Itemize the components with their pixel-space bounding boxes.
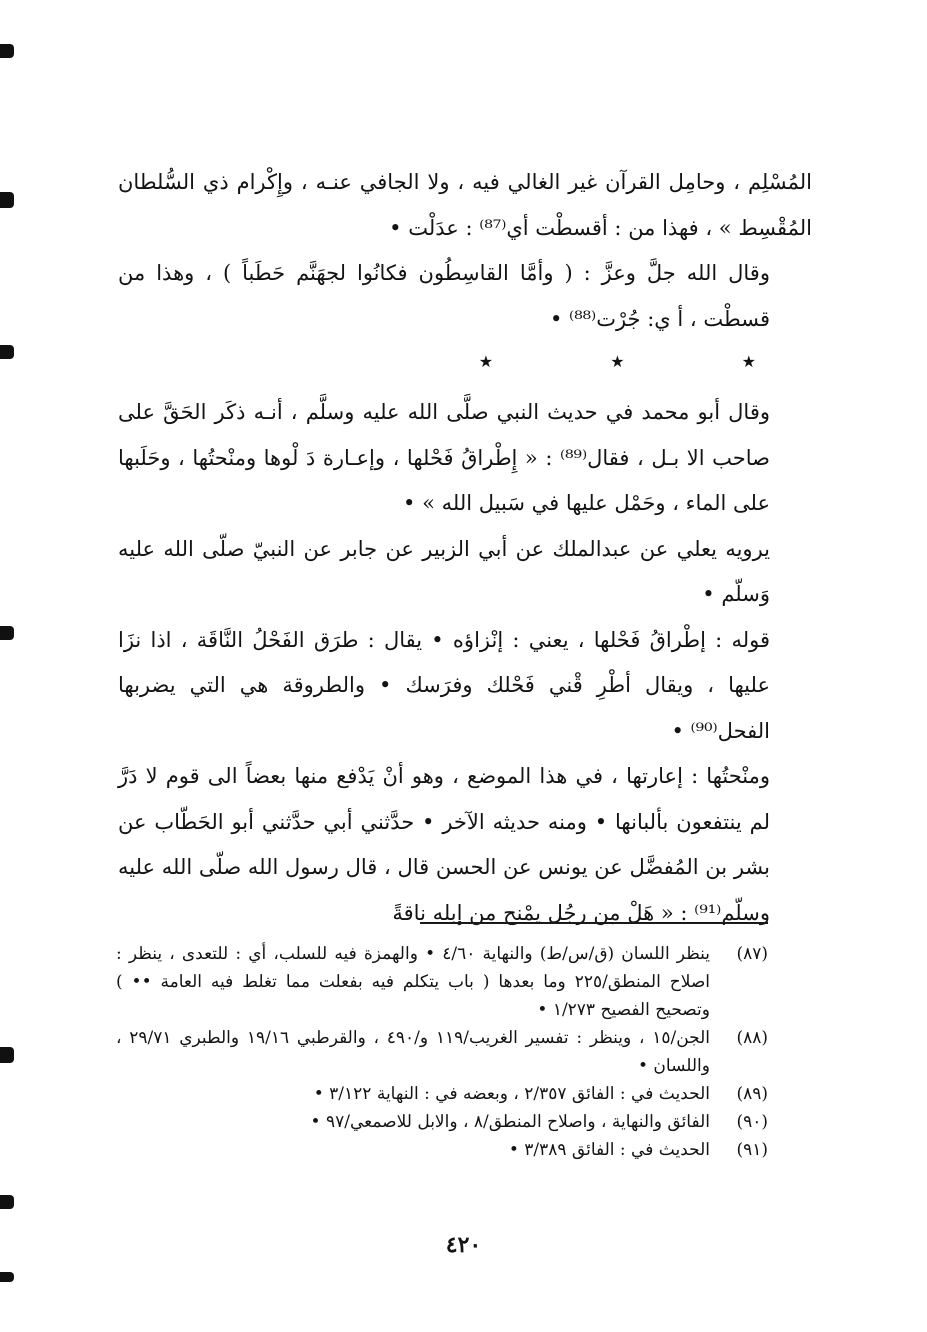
page-number: ٤٢٠ <box>445 1232 482 1258</box>
paragraph: وقال الله جلَّ وعزَّ : ( وأمَّا القاسِطُون فكانُوا لجهَنَّم حَطَباً ) ، وهذا من قسطْت ، أ ي: جُرْت⁽⁸⁸⁾ • <box>118 261 770 331</box>
section-divider-stars: ★ ★ ★ <box>478 352 812 371</box>
footnote-number: (٨٧) <box>736 944 768 964</box>
footnote <box>116 1080 768 1108</box>
scan-edge-mark <box>0 1047 14 1063</box>
footnote <box>116 1136 768 1164</box>
scan-edge-mark <box>0 192 14 208</box>
footnote-text: ينظر اللسان (ق/س/ط) والنهاية ٤/٦٠ • والهمزة فيه للسلب، أي : للتعدى ، ينظر : اصلاح المنطق/٢٢٥ وما بعدها ( باب يتكلم فيه بفعلت مما تغلط فيه العامة •• ) وتصحيح الفصيح ١/٢٧٣ • <box>116 944 710 1020</box>
main-text <box>118 160 812 936</box>
scan-edge-mark <box>0 44 14 58</box>
footnote <box>116 1108 768 1136</box>
scan-edge-mark <box>0 1195 14 1209</box>
footnotes <box>116 940 768 1164</box>
footnote-text: الجن/١٥ ، وينظر : تفسير الغريب/١١٩ و/٤٩٠ ، والقرطبي ١٩/١٦ والطبري ٢٩/٧١ ، واللسان • <box>116 1028 711 1076</box>
scan-edge-mark <box>0 1272 14 1282</box>
paragraph: يرويه يعلي عن عبدالملك عن أبي الزبير عن جابر عن النبيّ صلّى الله عليه وَسلّم • <box>118 536 770 606</box>
paragraph: ومنْحتُها : إعارتها ، في هذا الموضع ، وهو أنْ يَدْفع منها بعضاً الى قوم لا دَرَّ لم ينتفعون بألبانها • ومنه حديثه الآخر • حدَّثني أبي حدَّثني أبو الحَطّاب عن بشر بن المُفضَّل عن يونس عن الحسن قال ، قال رسول الله صلّى الله عليه وسلّم⁽⁹¹⁾ : « هَلْ مِن رجُل يمْنح من إبله ناقةً <box>118 764 770 925</box>
footnote <box>116 940 768 1024</box>
footnote-number: (٨٨) <box>736 1028 768 1048</box>
scan-edge-mark <box>0 626 14 640</box>
paragraph: المُسْلِم ، وحامِل القرآن غير الغالي فيه ، ولا الجافي عنـه ، وإِكْرام ذي السُّلطان المُقْسِط » ، فهذا من : أقسطْت أي⁽⁸⁷⁾ : عدَلْت • <box>118 170 812 240</box>
footnote-number: (٩٠) <box>736 1112 768 1132</box>
footnote-text: الفائق والنهاية ، واصلاح المنطق/٨ ، والابل للاصمعي/٩٧ • <box>310 1112 710 1132</box>
footnote-number: (٨٩) <box>736 1084 768 1104</box>
footnote <box>116 1024 768 1080</box>
paragraph: وقال أبو محمد في حديث النبي صلَّى الله عليه وسلَّم ، أنـه ذكَر الحَقَّ على صاحب الا بـل ، فقال⁽⁸⁹⁾ : « إِطْراقُ فَحْلها ، وإعـارة دَ لْوها ومنْحتُها ، وحَلَبها على الماء ، وحَمْل عليها في سَبيل الله » • <box>118 400 770 515</box>
footnote-text: الحديث في : الفائق ٣/٣٨٩ • <box>508 1140 710 1160</box>
paragraph: قوله : إطْراقُ فَحْلها ، يعني : إنْزاؤه • يقال : طرَق الفَحْلُ النَّاقَة ، اذا نزَا عليها ، ويقال أطْرِ قْني فَحْلك وفرَسك • والطروقة هي التي يضربها الفحل⁽⁹⁰⁾ • <box>118 627 770 743</box>
footnote-number: (٩١) <box>736 1140 768 1160</box>
footnote-text: الحديث في : الفائق ٢/٣٥٧ ، وبعضه في : النهاية ٣/١٢٢ • <box>313 1084 710 1104</box>
scan-edge-mark <box>0 345 14 359</box>
footnote-separator <box>420 922 768 924</box>
